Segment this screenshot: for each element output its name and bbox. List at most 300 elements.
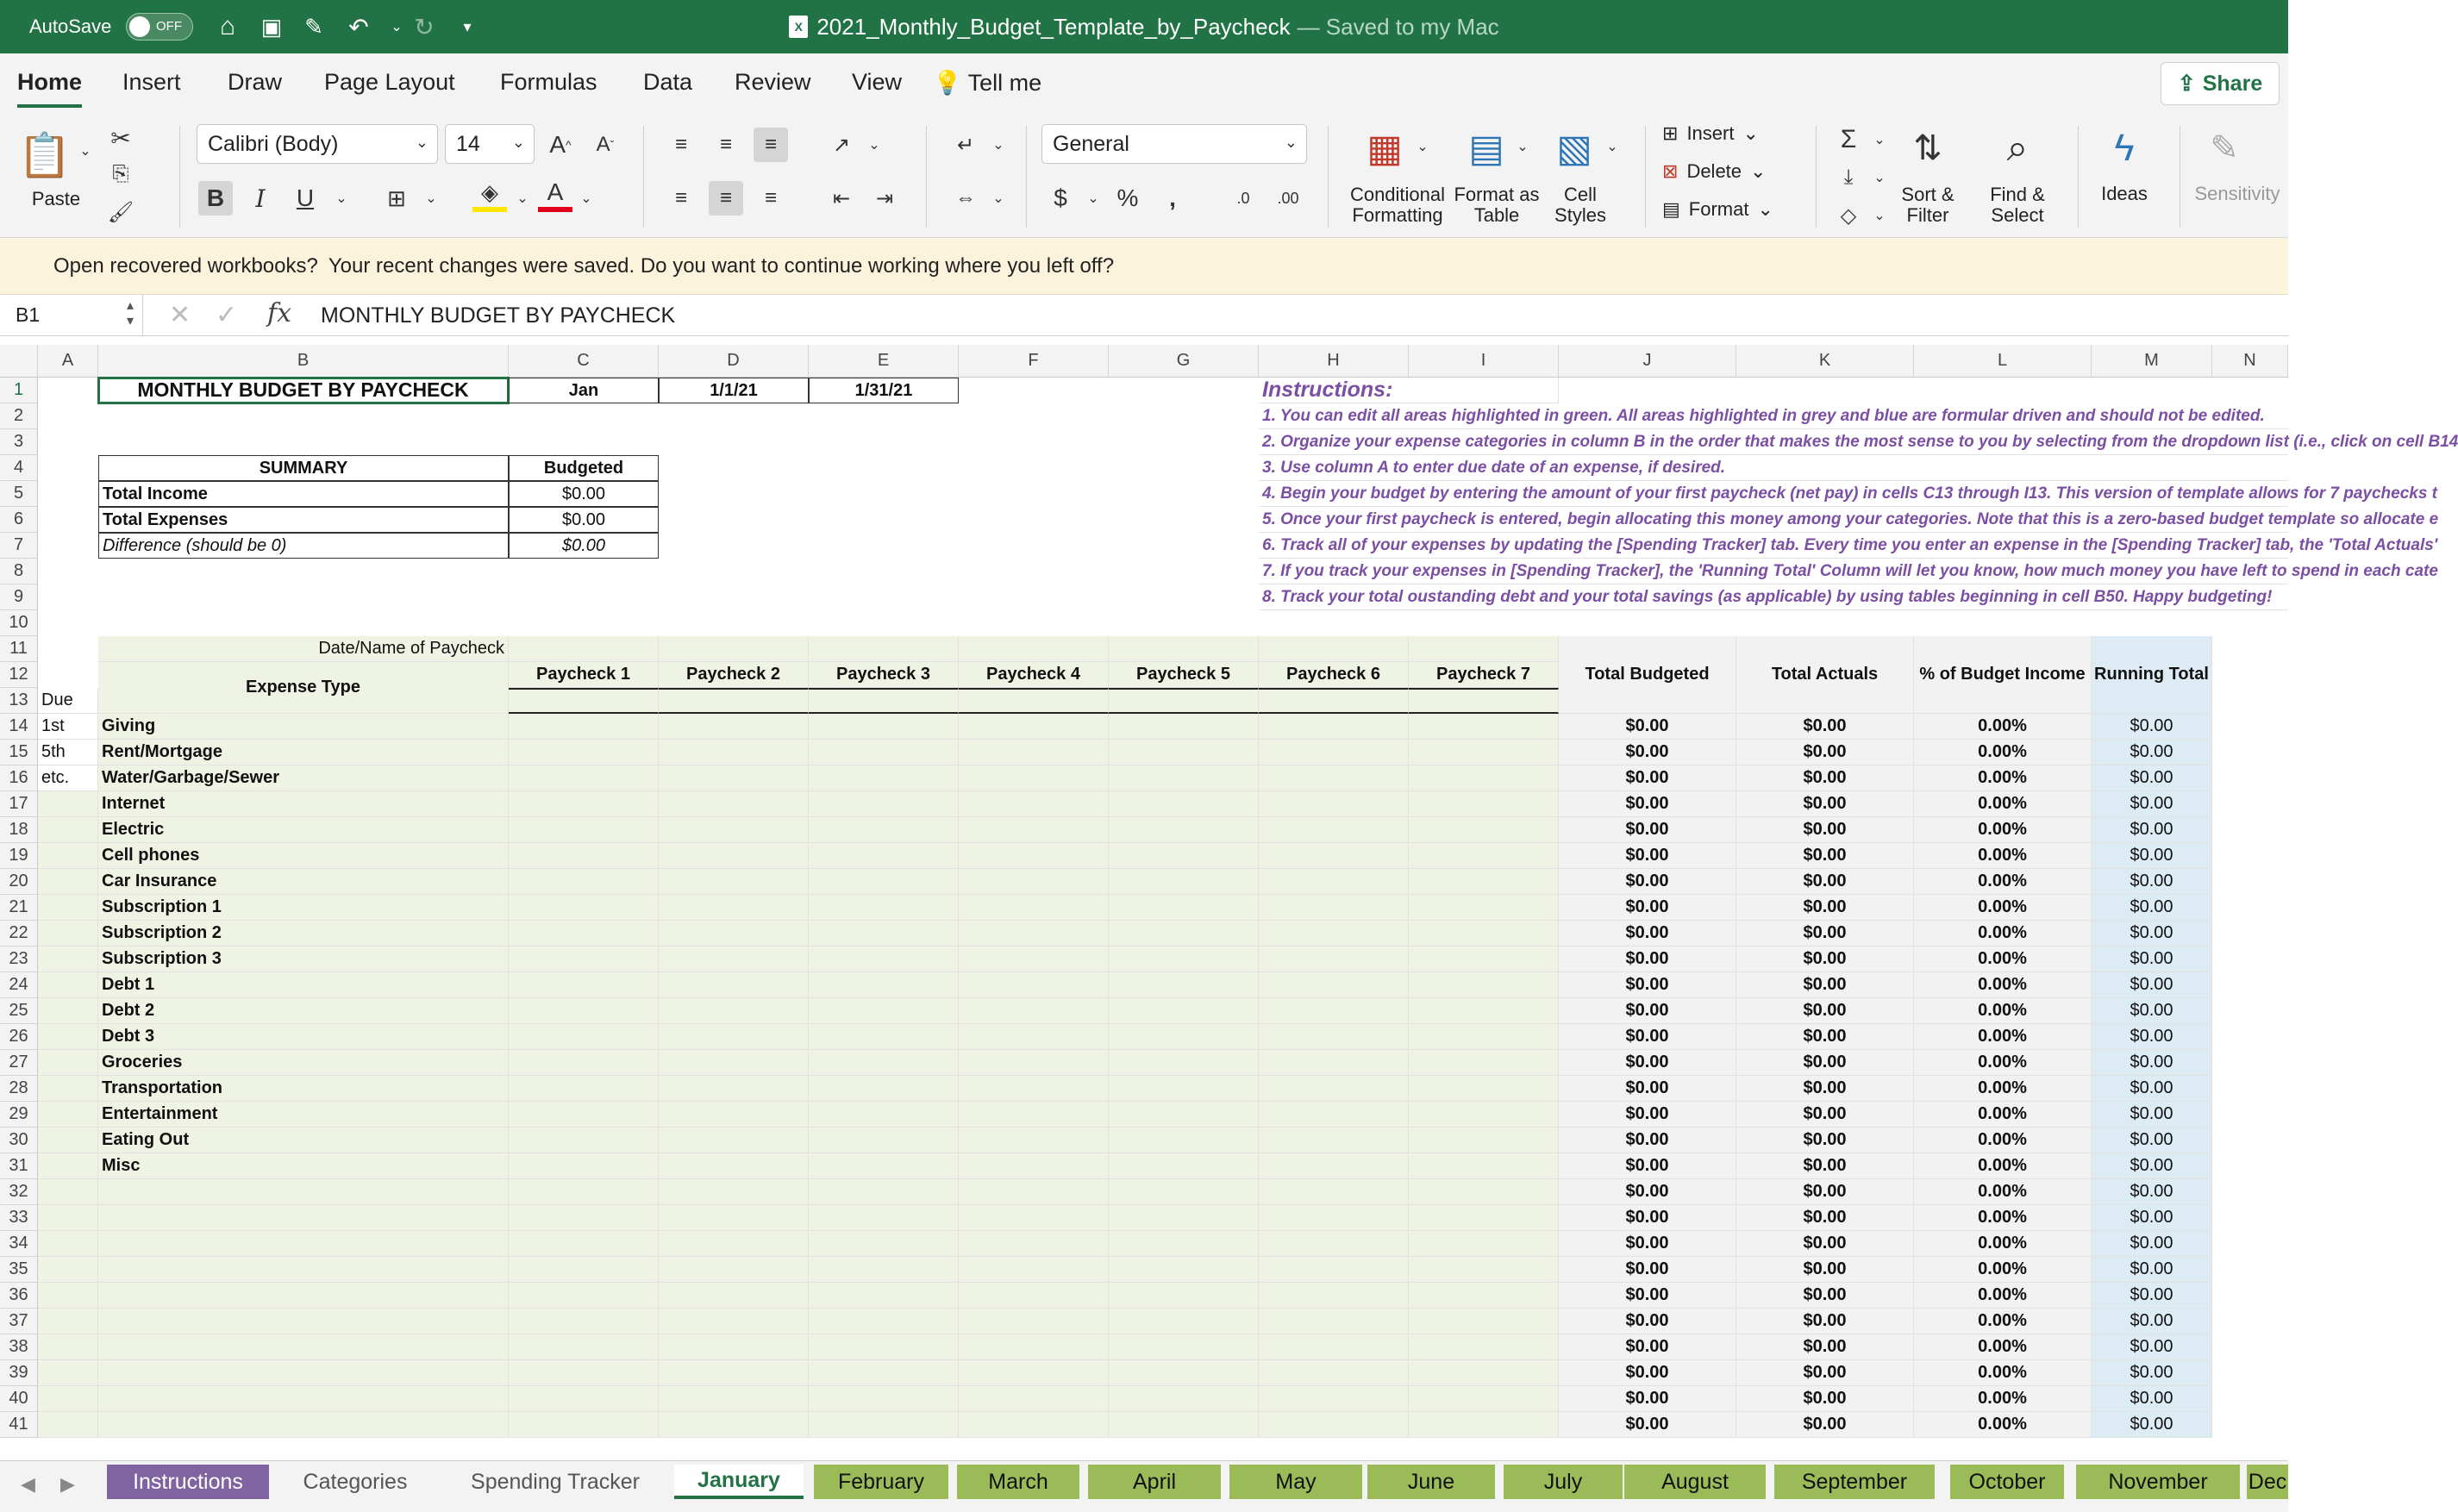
pct-budget-income-cell[interactable]: 0.00%: [1914, 1257, 2092, 1283]
column-header-h[interactable]: H: [1259, 345, 1409, 378]
budget-amount-cell[interactable]: [509, 895, 659, 921]
row-header-38[interactable]: 38: [0, 1334, 38, 1360]
budget-amount-cell[interactable]: [1109, 1024, 1259, 1050]
summary-label[interactable]: Difference (should be 0): [98, 533, 509, 559]
budget-amount-cell[interactable]: [959, 817, 1109, 843]
row-header-21[interactable]: 21: [0, 895, 38, 921]
running-total-cell[interactable]: $0.00: [2092, 1076, 2212, 1102]
budget-amount-cell[interactable]: [809, 1257, 959, 1283]
budget-amount-cell[interactable]: [1259, 765, 1409, 791]
budget-amount-cell[interactable]: [959, 1024, 1109, 1050]
expense-category-cell[interactable]: Rent/Mortgage: [98, 740, 509, 765]
budget-amount-cell[interactable]: [809, 817, 959, 843]
budget-amount-cell[interactable]: [1409, 1334, 1559, 1360]
total-actuals-cell[interactable]: $0.00: [1736, 817, 1914, 843]
row-header-36[interactable]: 36: [0, 1283, 38, 1309]
format-as-table-icon[interactable]: ▤: [1468, 127, 1504, 170]
due-date-cell[interactable]: [38, 1412, 98, 1438]
clear-dropdown-icon[interactable]: ⌄: [1873, 209, 1886, 223]
sort-filter-icon[interactable]: ⇅: [1913, 129, 1942, 167]
budget-amount-cell[interactable]: [809, 947, 959, 972]
budget-amount-cell[interactable]: [959, 843, 1109, 869]
total-budgeted-cell[interactable]: $0.00: [1559, 1386, 1736, 1412]
row-header-34[interactable]: 34: [0, 1231, 38, 1257]
budget-amount-cell[interactable]: [809, 843, 959, 869]
autosum-dropdown-icon[interactable]: ⌄: [1873, 133, 1886, 147]
total-actuals-cell[interactable]: $0.00: [1736, 921, 1914, 947]
budget-amount-cell[interactable]: [1109, 1050, 1259, 1076]
expense-category-cell[interactable]: Debt 2: [98, 998, 509, 1024]
budget-amount-cell[interactable]: [509, 843, 659, 869]
ideas-icon[interactable]: ϟ: [2114, 127, 2135, 169]
budget-amount-cell[interactable]: [1259, 1205, 1409, 1231]
budget-amount-cell[interactable]: [659, 714, 809, 740]
borders-icon[interactable]: ⊞: [387, 184, 406, 211]
wrap-text-icon[interactable]: ↵: [956, 133, 975, 157]
summary-value[interactable]: $0.00: [509, 533, 659, 559]
undo-dropdown-icon[interactable]: ⌄: [391, 20, 403, 34]
budget-amount-cell[interactable]: [1409, 1205, 1559, 1231]
pct-budget-income-cell[interactable]: 0.00%: [1914, 1205, 2092, 1231]
expense-category-cell[interactable]: Car Insurance: [98, 869, 509, 895]
row-header-14[interactable]: 14: [0, 714, 38, 740]
running-total-cell[interactable]: $0.00: [2092, 1205, 2212, 1231]
due-date-cell[interactable]: [38, 1179, 98, 1205]
budget-amount-cell[interactable]: [1109, 1386, 1259, 1412]
chevron-down-icon[interactable]: ⌄: [1417, 140, 1429, 154]
budget-amount-cell[interactable]: [1259, 1386, 1409, 1412]
merge-center-dropdown-icon[interactable]: ⌄: [992, 191, 1004, 206]
budget-amount-cell[interactable]: [1109, 1334, 1259, 1360]
expense-category-cell[interactable]: Groceries: [98, 1050, 509, 1076]
paycheck-name-label[interactable]: Date/Name of Paycheck: [98, 636, 509, 662]
undo-icon[interactable]: ↶: [348, 13, 369, 41]
expense-category-cell[interactable]: Subscription 2: [98, 921, 509, 947]
budget-amount-cell[interactable]: [1409, 1153, 1559, 1179]
budget-amount-cell[interactable]: [1109, 998, 1259, 1024]
pct-budget-income-cell[interactable]: 0.00%: [1914, 1024, 2092, 1050]
due-date-cell[interactable]: [38, 1050, 98, 1076]
increase-decimal-icon[interactable]: .0: [1236, 189, 1250, 207]
budget-amount-cell[interactable]: [1259, 740, 1409, 765]
percent-icon[interactable]: %: [1116, 184, 1139, 211]
expense-type-header[interactable]: Expense Type: [98, 662, 509, 714]
paycheck-header[interactable]: Paycheck 3: [809, 662, 959, 688]
budget-amount-cell[interactable]: [659, 1076, 809, 1102]
budget-amount-cell[interactable]: [1259, 1153, 1409, 1179]
budget-amount-cell[interactable]: [959, 1257, 1109, 1283]
decrease-font-icon[interactable]: A ˇ: [596, 133, 615, 156]
total-actuals-cell[interactable]: $0.00: [1736, 1283, 1914, 1309]
formula-input[interactable]: MONTHLY BUDGET BY PAYCHECK: [321, 303, 676, 328]
column-header-m[interactable]: M: [2092, 345, 2212, 378]
budget-amount-cell[interactable]: [1409, 972, 1559, 998]
total-actuals-cell[interactable]: $0.00: [1736, 1024, 1914, 1050]
budget-amount-cell[interactable]: [1409, 740, 1559, 765]
merge-center-icon[interactable]: ⇔: [955, 186, 976, 209]
budget-amount-cell[interactable]: [1109, 1283, 1259, 1309]
budget-amount-cell[interactable]: [1409, 921, 1559, 947]
paycheck-header[interactable]: Paycheck 7: [1409, 662, 1559, 688]
budget-amount-cell[interactable]: [1259, 1257, 1409, 1283]
due-date-cell[interactable]: [38, 1205, 98, 1231]
budget-amount-cell[interactable]: [1259, 1309, 1409, 1334]
align-right-icon[interactable]: ≡: [764, 186, 777, 209]
clear-icon[interactable]: ◇: [1840, 203, 1857, 228]
total-actuals-cell[interactable]: $0.00: [1736, 843, 1914, 869]
budget-amount-cell[interactable]: [1109, 1128, 1259, 1153]
budget-amount-cell[interactable]: [1109, 843, 1259, 869]
budget-amount-cell[interactable]: [509, 1102, 659, 1128]
budget-amount-cell[interactable]: [809, 1179, 959, 1205]
due-date-cell[interactable]: [38, 791, 98, 817]
total-budgeted-cell[interactable]: $0.00: [1559, 869, 1736, 895]
expense-category-cell[interactable]: Giving: [98, 714, 509, 740]
instructions-title[interactable]: Instructions:: [1259, 378, 1559, 403]
budget-amount-cell[interactable]: [659, 1102, 809, 1128]
budget-amount-cell[interactable]: [959, 791, 1109, 817]
font-size-dropdown[interactable]: [445, 124, 535, 164]
tab-data[interactable]: Data: [643, 69, 693, 95]
budget-amount-cell[interactable]: [959, 714, 1109, 740]
row-header-1[interactable]: 1: [0, 378, 38, 403]
budget-amount-cell[interactable]: [959, 1128, 1109, 1153]
conditional-formatting-label[interactable]: Conditional Formatting: [1349, 184, 1446, 226]
fill-color-dropdown-icon[interactable]: ⌄: [516, 191, 529, 206]
paste-icon[interactable]: 📋: [17, 130, 72, 179]
row-header-18[interactable]: 18: [0, 817, 38, 843]
paycheck-name-cell[interactable]: [1409, 636, 1559, 662]
budget-amount-cell[interactable]: [509, 1386, 659, 1412]
budget-amount-cell[interactable]: [809, 1153, 959, 1179]
row-header-20[interactable]: 20: [0, 869, 38, 895]
budget-amount-cell[interactable]: [659, 869, 809, 895]
pct-budget-income-cell[interactable]: 0.00%: [1914, 1102, 2092, 1128]
pct-budget-income-cell[interactable]: 0.00%: [1914, 765, 2092, 791]
row-header-15[interactable]: 15: [0, 740, 38, 765]
budget-amount-cell[interactable]: [809, 1128, 959, 1153]
orientation-dropdown-icon[interactable]: ⌄: [868, 138, 880, 153]
expense-category-cell[interactable]: [98, 1257, 509, 1283]
total-actuals-cell[interactable]: $0.00: [1736, 972, 1914, 998]
underline-button[interactable]: U: [296, 184, 315, 211]
budget-amount-cell[interactable]: [1259, 714, 1409, 740]
sheet-tab-dec[interactable]: Dec: [2247, 1465, 2288, 1499]
due-date-cell[interactable]: 5th: [38, 740, 98, 765]
budget-amount-cell[interactable]: [959, 740, 1109, 765]
budget-amount-cell[interactable]: [959, 1050, 1109, 1076]
total-budgeted-cell[interactable]: $0.00: [1559, 972, 1736, 998]
budget-amount-cell[interactable]: [509, 817, 659, 843]
pct-budget-income-cell[interactable]: 0.00%: [1914, 1153, 2092, 1179]
expense-category-cell[interactable]: Water/Garbage/Sewer: [98, 765, 509, 791]
row-header-12[interactable]: 12: [0, 662, 38, 688]
budget-amount-cell[interactable]: [1259, 1179, 1409, 1205]
budget-amount-cell[interactable]: [509, 1205, 659, 1231]
sheet-prev-icon[interactable]: ◀: [21, 1473, 35, 1495]
total-actuals-cell[interactable]: $0.00: [1736, 791, 1914, 817]
total-actuals-cell[interactable]: $0.00: [1736, 1257, 1914, 1283]
align-bottom-icon[interactable]: ≡: [754, 128, 788, 162]
budget-amount-cell[interactable]: [809, 1412, 959, 1438]
running-total-cell[interactable]: $0.00: [2092, 1153, 2212, 1179]
budget-amount-cell[interactable]: [659, 1024, 809, 1050]
instruction-line[interactable]: 1. You can edit all areas highlighted in green. All areas highlighted in grey and blue are formular driven and should not be edited.: [1259, 403, 2288, 429]
end-date-cell[interactable]: 1/31/21: [809, 378, 959, 403]
budget-amount-cell[interactable]: [809, 1360, 959, 1386]
expense-category-cell[interactable]: [98, 1412, 509, 1438]
running-total-cell[interactable]: $0.00: [2092, 972, 2212, 998]
budget-amount-cell[interactable]: [1109, 714, 1259, 740]
running-total-cell[interactable]: $0.00: [2092, 740, 2212, 765]
total-actuals-cell[interactable]: $0.00: [1736, 1360, 1914, 1386]
fill-color-icon[interactable]: ◈: [472, 178, 507, 212]
column-header-i[interactable]: I: [1409, 345, 1559, 378]
budget-amount-cell[interactable]: [1409, 1309, 1559, 1334]
currency-dropdown-icon[interactable]: ⌄: [1087, 191, 1099, 206]
due-date-cell[interactable]: [38, 972, 98, 998]
fill-dropdown-icon[interactable]: ⌄: [1873, 171, 1886, 185]
budget-amount-cell[interactable]: [1109, 947, 1259, 972]
font-color-dropdown-icon[interactable]: ⌄: [580, 191, 592, 206]
budget-amount-cell[interactable]: [1409, 998, 1559, 1024]
total-budgeted-cell[interactable]: $0.00: [1559, 1076, 1736, 1102]
total-budgeted-header[interactable]: Total Budgeted: [1559, 636, 1736, 714]
summary-header[interactable]: SUMMARY: [98, 455, 509, 481]
budget-amount-cell[interactable]: [1109, 895, 1259, 921]
total-budgeted-cell[interactable]: $0.00: [1559, 1024, 1736, 1050]
cut-icon[interactable]: ✂: [110, 124, 131, 152]
total-budgeted-cell[interactable]: $0.00: [1559, 1257, 1736, 1283]
align-top-icon[interactable]: ≡: [674, 133, 687, 156]
budget-amount-cell[interactable]: [659, 1412, 809, 1438]
budget-amount-cell[interactable]: [809, 1309, 959, 1334]
budget-amount-cell[interactable]: [809, 998, 959, 1024]
cell-styles-icon[interactable]: ▧: [1556, 127, 1592, 170]
instruction-line[interactable]: 7. If you track your expenses in [Spending Tracker], the 'Running Total' Column will let you know, how much money you have left to spend in each cate: [1259, 559, 2288, 584]
budget-amount-cell[interactable]: [509, 1050, 659, 1076]
running-total-cell[interactable]: $0.00: [2092, 1386, 2212, 1412]
row-header-27[interactable]: 27: [0, 1050, 38, 1076]
tab-home[interactable]: Home: [17, 69, 83, 95]
budgeted-header[interactable]: Budgeted: [509, 455, 659, 481]
sheet-tab-january[interactable]: January: [674, 1465, 804, 1499]
pct-budget-income-cell[interactable]: 0.00%: [1914, 1412, 2092, 1438]
expense-category-cell[interactable]: Entertainment: [98, 1102, 509, 1128]
sheet-tab-august[interactable]: August: [1624, 1465, 1766, 1499]
pct-budget-income-cell[interactable]: 0.00%: [1914, 1128, 2092, 1153]
font-color-icon[interactable]: A: [538, 178, 572, 212]
budget-amount-cell[interactable]: [1409, 1024, 1559, 1050]
expense-category-cell[interactable]: [98, 1179, 509, 1205]
running-total-cell[interactable]: $0.00: [2092, 765, 2212, 791]
due-date-cell[interactable]: [38, 1153, 98, 1179]
row-header-30[interactable]: 30: [0, 1128, 38, 1153]
tab-review[interactable]: Review: [735, 69, 811, 95]
budget-amount-cell[interactable]: [959, 1076, 1109, 1102]
total-actuals-cell[interactable]: $0.00: [1736, 1076, 1914, 1102]
budget-amount-cell[interactable]: [659, 921, 809, 947]
due-date-cell[interactable]: [38, 1360, 98, 1386]
pct-budget-income-cell[interactable]: 0.00%: [1914, 947, 2092, 972]
decrease-decimal-icon[interactable]: .00: [1277, 189, 1299, 207]
budget-amount-cell[interactable]: [659, 1283, 809, 1309]
running-total-cell[interactable]: $0.00: [2092, 1050, 2212, 1076]
row-header-4[interactable]: 4: [0, 455, 38, 481]
budget-amount-cell[interactable]: [659, 765, 809, 791]
budget-amount-cell[interactable]: [509, 1309, 659, 1334]
total-actuals-cell[interactable]: $0.00: [1736, 740, 1914, 765]
budget-amount-cell[interactable]: [1109, 1360, 1259, 1386]
budget-amount-cell[interactable]: [509, 1231, 659, 1257]
row-header-33[interactable]: 33: [0, 1205, 38, 1231]
budget-amount-cell[interactable]: [1259, 1076, 1409, 1102]
total-budgeted-cell[interactable]: $0.00: [1559, 1334, 1736, 1360]
budget-amount-cell[interactable]: [659, 1334, 809, 1360]
budget-amount-cell[interactable]: [959, 869, 1109, 895]
align-center-icon[interactable]: ≡: [709, 181, 743, 216]
due-date-cell[interactable]: [38, 1283, 98, 1309]
due-date-cell[interactable]: [38, 843, 98, 869]
total-actuals-cell[interactable]: $0.00: [1736, 1334, 1914, 1360]
paycheck-amount-cell[interactable]: [959, 688, 1109, 714]
budget-amount-cell[interactable]: [1109, 921, 1259, 947]
budget-amount-cell[interactable]: [1109, 1102, 1259, 1128]
row-header-41[interactable]: 41: [0, 1412, 38, 1438]
pct-budget-income-cell[interactable]: 0.00%: [1914, 1231, 2092, 1257]
expense-category-cell[interactable]: Subscription 1: [98, 895, 509, 921]
budget-amount-cell[interactable]: [1109, 791, 1259, 817]
pct-budget-income-cell[interactable]: 0.00%: [1914, 895, 2092, 921]
budget-amount-cell[interactable]: [509, 1360, 659, 1386]
total-budgeted-cell[interactable]: $0.00: [1559, 791, 1736, 817]
budget-amount-cell[interactable]: [509, 921, 659, 947]
budget-amount-cell[interactable]: [1409, 1283, 1559, 1309]
budget-amount-cell[interactable]: [1409, 1102, 1559, 1128]
total-actuals-cell[interactable]: $0.00: [1736, 947, 1914, 972]
budget-amount-cell[interactable]: [1259, 817, 1409, 843]
format-painter-icon[interactable]: 🖌: [107, 200, 134, 224]
budget-amount-cell[interactable]: [1259, 998, 1409, 1024]
total-actuals-cell[interactable]: $0.00: [1736, 1050, 1914, 1076]
tell-me[interactable]: [933, 69, 1041, 97]
budget-amount-cell[interactable]: [659, 972, 809, 998]
budget-amount-cell[interactable]: [809, 740, 959, 765]
column-header-b[interactable]: B: [98, 345, 509, 378]
share-button[interactable]: [2161, 62, 2280, 105]
budget-amount-cell[interactable]: [509, 869, 659, 895]
budget-amount-cell[interactable]: [1409, 1231, 1559, 1257]
tab-page-layout[interactable]: Page Layout: [324, 69, 455, 95]
fill-icon[interactable]: ⤓: [1843, 166, 1854, 189]
name-box[interactable]: [0, 295, 143, 336]
total-budgeted-cell[interactable]: $0.00: [1559, 817, 1736, 843]
borders-dropdown-icon[interactable]: ⌄: [425, 191, 437, 206]
select-all-corner[interactable]: [0, 345, 38, 378]
row-header-37[interactable]: 37: [0, 1309, 38, 1334]
budget-amount-cell[interactable]: [509, 791, 659, 817]
budget-amount-cell[interactable]: [659, 1050, 809, 1076]
sheet-tab-categories[interactable]: Categories: [278, 1465, 433, 1499]
column-header-j[interactable]: J: [1559, 345, 1736, 378]
budget-amount-cell[interactable]: [659, 843, 809, 869]
decrease-indent-icon[interactable]: ⇤: [832, 186, 851, 210]
expense-category-cell[interactable]: [98, 1334, 509, 1360]
row-header-40[interactable]: 40: [0, 1386, 38, 1412]
budget-amount-cell[interactable]: [809, 1024, 959, 1050]
total-actuals-cell[interactable]: $0.00: [1736, 1386, 1914, 1412]
save-icon[interactable]: ▣: [260, 13, 283, 40]
total-budgeted-cell[interactable]: $0.00: [1559, 1309, 1736, 1334]
total-budgeted-cell[interactable]: $0.00: [1559, 1360, 1736, 1386]
summary-value[interactable]: $0.00: [509, 507, 659, 533]
sheet-tab-april[interactable]: April: [1088, 1465, 1221, 1499]
budget-amount-cell[interactable]: [659, 1360, 809, 1386]
budget-amount-cell[interactable]: [1259, 921, 1409, 947]
budget-amount-cell[interactable]: [509, 947, 659, 972]
confirm-edit-icon[interactable]: ✓: [216, 301, 238, 329]
budget-amount-cell[interactable]: [809, 1231, 959, 1257]
delete-cells-button[interactable]: [1662, 160, 1766, 183]
row-header-32[interactable]: 32: [0, 1179, 38, 1205]
pct-budget-income-cell[interactable]: 0.00%: [1914, 869, 2092, 895]
row-header-17[interactable]: 17: [0, 791, 38, 817]
pct-budget-income-cell[interactable]: 0.00%: [1914, 972, 2092, 998]
due-label[interactable]: Due: [38, 688, 98, 714]
budget-amount-cell[interactable]: [809, 972, 959, 998]
budget-amount-cell[interactable]: [1259, 1024, 1409, 1050]
budget-amount-cell[interactable]: [659, 947, 809, 972]
running-total-cell[interactable]: $0.00: [2092, 1412, 2212, 1438]
budget-amount-cell[interactable]: [1409, 1050, 1559, 1076]
orientation-icon[interactable]: ↗: [832, 133, 851, 157]
due-date-cell[interactable]: [38, 1076, 98, 1102]
expense-category-cell[interactable]: Debt 1: [98, 972, 509, 998]
total-budgeted-cell[interactable]: $0.00: [1559, 921, 1736, 947]
budget-amount-cell[interactable]: [1259, 1050, 1409, 1076]
budget-amount-cell[interactable]: [659, 1153, 809, 1179]
running-total-cell[interactable]: $0.00: [2092, 1024, 2212, 1050]
font-name-dropdown[interactable]: [197, 124, 438, 164]
total-budgeted-cell[interactable]: $0.00: [1559, 1128, 1736, 1153]
expense-category-cell[interactable]: Transportation: [98, 1076, 509, 1102]
column-header-d[interactable]: D: [659, 345, 809, 378]
total-budgeted-cell[interactable]: $0.00: [1559, 1231, 1736, 1257]
align-middle-icon[interactable]: ≡: [719, 133, 732, 156]
due-date-cell[interactable]: [38, 947, 98, 972]
total-budgeted-cell[interactable]: $0.00: [1559, 1412, 1736, 1438]
budget-amount-cell[interactable]: [809, 921, 959, 947]
budget-amount-cell[interactable]: [1409, 843, 1559, 869]
budget-amount-cell[interactable]: [1259, 1102, 1409, 1128]
budget-amount-cell[interactable]: [959, 1334, 1109, 1360]
total-budgeted-cell[interactable]: $0.00: [1559, 1102, 1736, 1128]
wrap-text-dropdown-icon[interactable]: ⌄: [992, 138, 1004, 153]
paycheck-amount-cell[interactable]: [1409, 688, 1559, 714]
pct-budget-income-cell[interactable]: 0.00%: [1914, 740, 2092, 765]
expense-category-cell[interactable]: [98, 1309, 509, 1334]
pct-budget-income-cell[interactable]: 0.00%: [1914, 714, 2092, 740]
total-budgeted-cell[interactable]: $0.00: [1559, 947, 1736, 972]
due-date-cell[interactable]: [38, 1386, 98, 1412]
budget-amount-cell[interactable]: [1259, 1412, 1409, 1438]
total-actuals-cell[interactable]: $0.00: [1736, 1153, 1914, 1179]
budget-amount-cell[interactable]: [659, 1128, 809, 1153]
pct-budget-income-cell[interactable]: 0.00%: [1914, 921, 2092, 947]
instruction-line[interactable]: 8. Track your total oustanding debt and your total savings (as applicable) by using tables beginning in cell B50. Happy budgeting!: [1259, 584, 2288, 610]
running-total-header[interactable]: Running Total: [2092, 636, 2212, 714]
cell-styles-label[interactable]: Cell Styles: [1554, 184, 1606, 226]
